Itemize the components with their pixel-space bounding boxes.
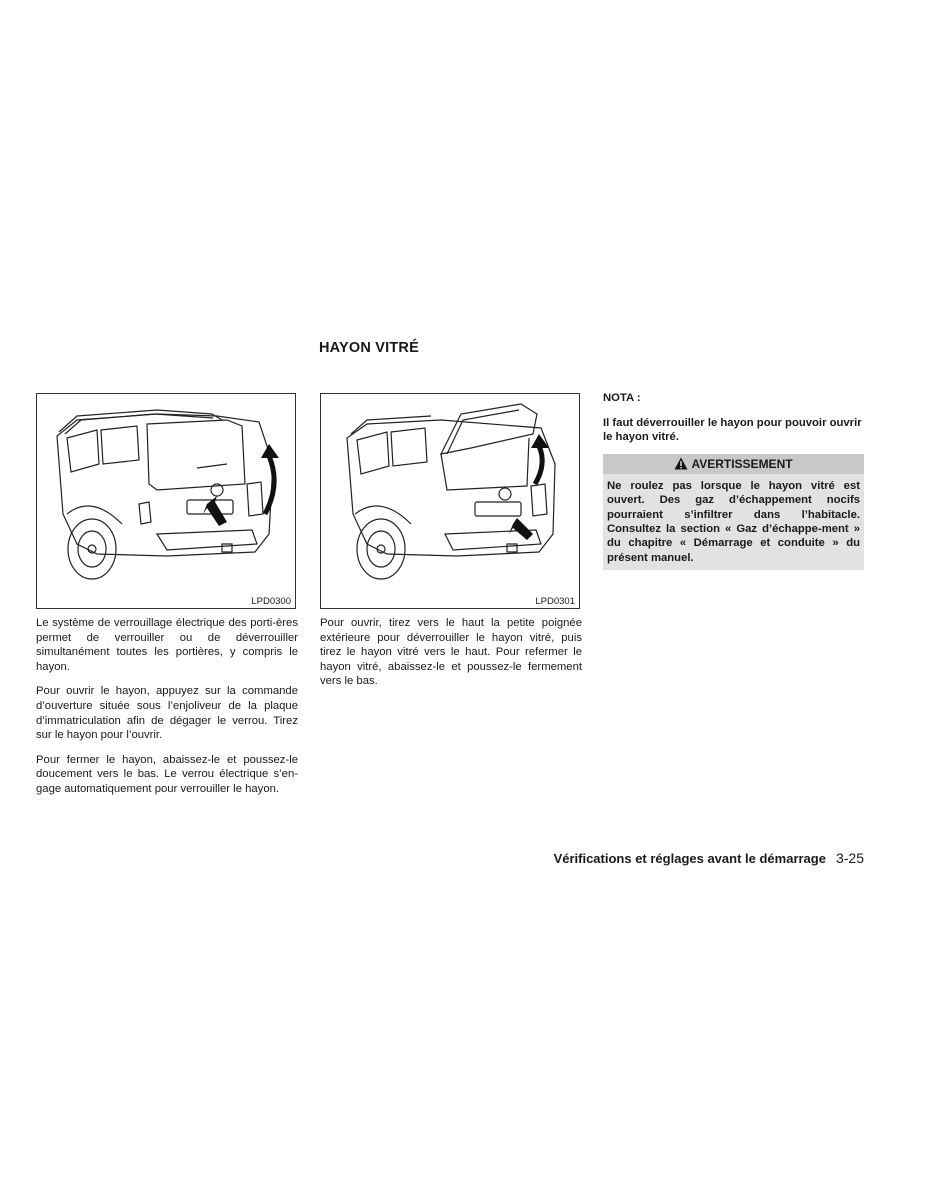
column-left-text: [36, 616, 298, 807]
warning-header: [603, 454, 864, 474]
section-title: HAYON VITRÉ: [319, 340, 419, 356]
rear-hatch-open-arrow-illustration: [37, 394, 297, 610]
figure-code: LPD0301: [535, 596, 575, 607]
paragraph: Pour ouvrir le hayon, appuyez sur la commande d’ouverture située sous l’enjoliveur de la plaque d’immatriculation afin de dégager le verrou. Tirez sur le hayon pour l’ouvrir.: [36, 685, 298, 742]
nota-text: Il faut déverrouiller le hayon pour pouvoir ouvrir le hayon vitré.: [603, 416, 862, 444]
nota-label: NOTA :: [603, 392, 641, 404]
column-middle-text: [320, 616, 582, 699]
footer-title: Vérifications et réglages avant le démarrage: [553, 851, 826, 866]
warning-triangle-icon: [674, 457, 688, 470]
paragraph: Pour ouvrir, tirez vers le haut la petite poignée extérieure pour déverrouiller le hayon vitré, puis tirez le hayon vitré vers le haut. Pour refermer le hayon vitré, abaissez-le et poussez-le fermement vers le bas.: [320, 617, 582, 688]
page-footer: [554, 850, 864, 866]
warning-text: Ne roulez pas lorsque le hayon vitré est ouvert. Des gaz d’échappement nocifs pourraient s’infiltrer dans l’habitacle. Consultez la section « Gaz d’échappe-ment » du chapitre « Démarrage et conduite » du présent manuel.: [607, 479, 860, 564]
paragraph: Le système de verrouillage électrique des porti-ères permet de verrouiller ou de déverrouiller simultanément toutes les portières, y compris le hayon.: [36, 617, 298, 673]
page-number: 3-25: [835, 850, 864, 866]
warning-title: AVERTISSEMENT: [691, 456, 793, 471]
column-right: [603, 391, 864, 570]
figure-hatch-open: [36, 393, 296, 609]
warning-box: [603, 454, 864, 570]
figure-glass-hatch-open: [320, 393, 580, 609]
rear-glass-hatch-open-arrow-illustration: [321, 394, 581, 610]
figure-code: LPD0300: [251, 596, 291, 607]
paragraph: Pour fermer le hayon, abaissez-le et poussez-le doucement vers le bas. Le verrou électrique s’en-gage automatiquement pour verrouiller le hayon.: [36, 753, 298, 795]
